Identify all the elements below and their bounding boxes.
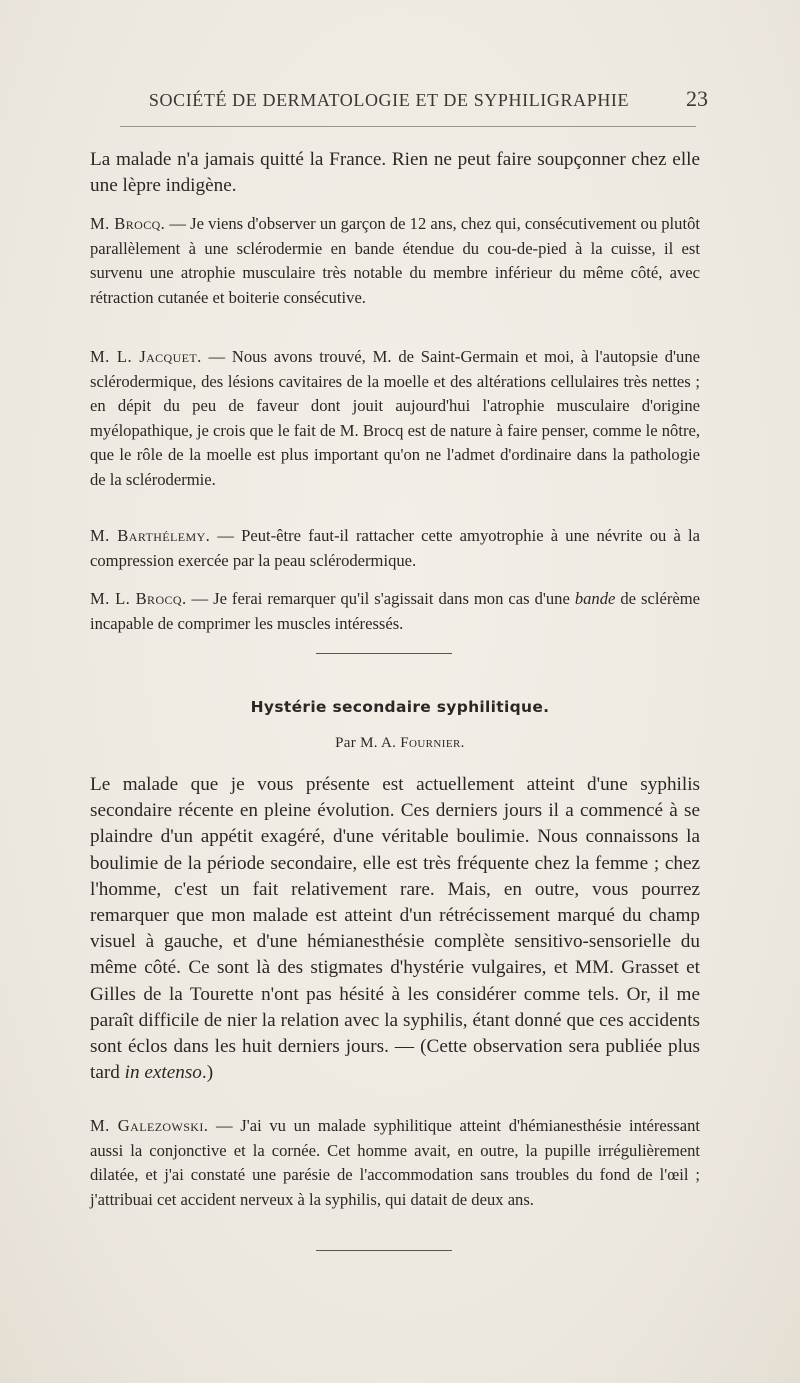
- paragraph-text: Le malade que je vous présente est actuellement atteint d'une syphilis secondaire récente en pleine évolution. Ces derniers jours il a commencé à se plaindre d'un appétit exagéré, d'une véritable boulimie. Nous connaissons la boulimie de la période secondaire, elle est très fréquente chez la femme ; chez l'homme, c'est un fait relativement rare. Mais, en outre, vous pourrez remarquer que mon malade est atteint d'un rétrécissement marqué du champ visuel à gauche, et d'une hémianesthésie complète sensitivo-sensorielle du même côté. Ce sont là des stigmates d'hystérie vulgaires, et MM. Grasset et Gilles de la Tourette n'ont pas hésité à les considérer comme tels. Or, il me paraît difficile de nier la relation avec la syphilis, étant donné que ces accidents sont éclos dans les huit derniers jours. — (Cette observation sera publiée plus tard: [90, 774, 700, 1084]
- section-title: Hystérie secondaire syphilitique.: [250, 698, 550, 716]
- end-separator: [316, 1250, 452, 1251]
- paragraph-end: .): [201, 1062, 214, 1084]
- speaker-name: M. Brocq.: [90, 214, 166, 233]
- paragraph-jacquet: [90, 345, 700, 493]
- paragraph-galezowski: [90, 1114, 700, 1212]
- paragraph-brocq-reply: [90, 587, 700, 636]
- section-separator: [316, 653, 452, 654]
- paragraph-text: de sclérème incapable de comprimer les muscles intéressés.: [90, 589, 701, 633]
- paragraph-text: La malade n'a jamais quitté la France. Rien ne peut faire soupçonner chez elle une lèpre indigène.: [90, 149, 700, 197]
- author-name: Fournier.: [400, 735, 465, 751]
- italic-word: bande: [574, 589, 616, 608]
- header-rule: [120, 126, 696, 127]
- paragraph-text: — Je viens d'observer un garçon de 12 ans, chez qui, consécutivement ou plutôt parallèlement à une sclérodermie en bande étendue du cou-de-pied à la cuisse, il est survenu une atrophie musculaire très notable du membre inférieur du même côté, avec rétraction cutanée et boiterie consécutive.: [90, 214, 700, 307]
- section-byline: [90, 735, 710, 752]
- page-number: 23: [686, 86, 708, 111]
- paragraph-text: — Peut-être faut-il rattacher cette amyotrophie à une névrite ou à la compression exercée par la peau sclérodermique.: [90, 526, 701, 570]
- paragraph-text: — Nous avons trouvé, M. de Saint-Germain et moi, à l'autopsie d'une sclérodermique, des lésions cavitaires de la moelle et des altérations cellulaires très nettes ; en dépit du peu de faveur dont jouit aujourd'hui l'atrophie musculaire d'origine myélopathique, je crois que le fait de M. Brocq est de nature à faire penser, comme le nôtre, que le rôle de la moelle est plus important qu'on ne l'admet d'ordinaire dans la pathologie de la sclérodermie.: [90, 347, 700, 489]
- speaker-name: M. L. Brocq.: [90, 589, 187, 608]
- paragraph-text: — Je ferai remarquer qu'il s'agissait dans mon cas d'une: [186, 589, 575, 608]
- byline-prefix: Par M. A.: [335, 735, 401, 751]
- paragraph-barthelemy: [90, 524, 700, 573]
- italic-phrase: in extenso: [124, 1062, 202, 1084]
- speaker-name: M. L. Jacquet.: [90, 347, 202, 366]
- paragraph-lepre: [90, 147, 700, 199]
- running-title: SOCIÉTÉ DE DERMATOLOGIE ET DE SYPHILIGRAPHIE: [148, 90, 630, 110]
- running-head: [92, 86, 708, 112]
- paragraph-brocq: [90, 212, 700, 310]
- speaker-name: M. Galezowski.: [90, 1116, 209, 1135]
- paragraph-fournier: [90, 772, 700, 1086]
- paragraph-text: — J'ai vu un malade syphilitique atteint d'hémianesthésie intéressant aussi la conjonctive et la cornée. Cet homme avait, en outre, la pupille irrégulièrement dilatée, et j'ai constaté une parésie de l'accommodation sans troubles du fond de l'œil ; j'attribuai cet accident nerveux à la syphilis, qui datait de deux ans.: [90, 1116, 700, 1209]
- speaker-name: M. Barthélemy.: [90, 526, 211, 545]
